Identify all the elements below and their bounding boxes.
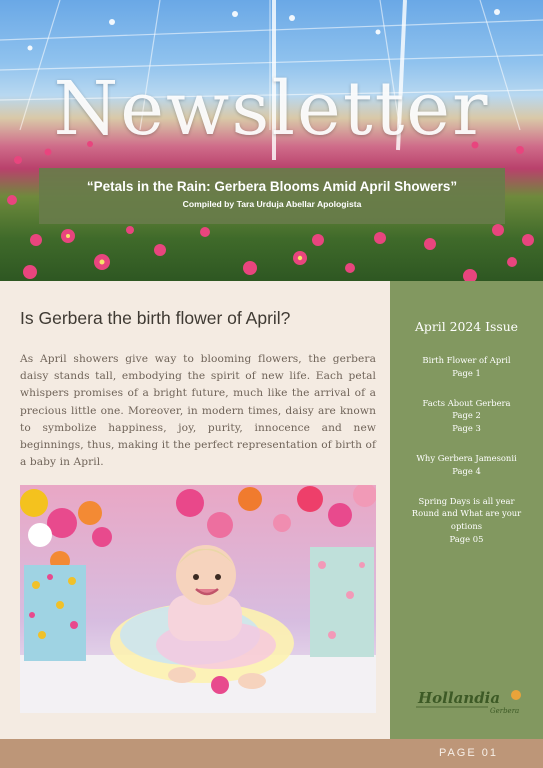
page-number: PAGE 01	[438, 747, 498, 759]
toc-page: Page 05	[449, 533, 484, 544]
toc-page: Page 2	[452, 410, 481, 421]
article-heading: Is Gerbera the birth flower of April?	[20, 308, 291, 328]
baby-photo	[20, 485, 376, 713]
toc-item-jamesonii[interactable]	[390, 452, 543, 478]
header-photo	[0, 0, 543, 281]
toc-item-birth-flower[interactable]	[390, 354, 543, 380]
issue-label: April 2024 Issue	[414, 319, 519, 334]
toc-page: Page 3	[452, 423, 481, 434]
toc-title: Birth Flower of April	[422, 355, 511, 365]
sidebar	[390, 281, 543, 739]
logo-subtext: Gerbera	[490, 707, 520, 715]
toc-page: Page 1	[452, 367, 481, 378]
table-of-contents	[390, 354, 543, 546]
main-column	[0, 281, 390, 739]
toc-item-spring-days[interactable]	[390, 495, 543, 546]
title-banner	[39, 168, 505, 224]
article-paragraph: As April showers give way to blooming flowers, the gerbera daisy stands tall, embodying the spirit of new life. Each petal whispers promises of a bright future, much like the arrival of a precious little one. Moreover, in modern times, daisy are known to symbolize happiness, joy, purity, innocence and new beginnings, thus, making it the perfect representation of birth of a baby in April.	[20, 353, 376, 469]
toc-item-facts[interactable]	[390, 397, 543, 435]
toc-title: Why Gerbera Jamesonii	[416, 452, 517, 463]
banner-title: “Petals in the Rain: Gerbera Blooms Amid April Showers”	[86, 179, 458, 194]
toc-title: Facts About Gerbera	[422, 397, 511, 408]
toc-title: Spring Days is all year Round and What are your options	[411, 495, 522, 532]
toc-page: Page 4	[452, 465, 481, 476]
newsletter-title: Newsletter	[53, 66, 490, 152]
logo-text: Hollandia	[418, 689, 501, 707]
footer-bar	[0, 739, 543, 768]
hollandia-logo	[412, 683, 532, 721]
banner-subtitle: Compiled by Tara Urduja Abellar Apologista	[182, 199, 362, 209]
